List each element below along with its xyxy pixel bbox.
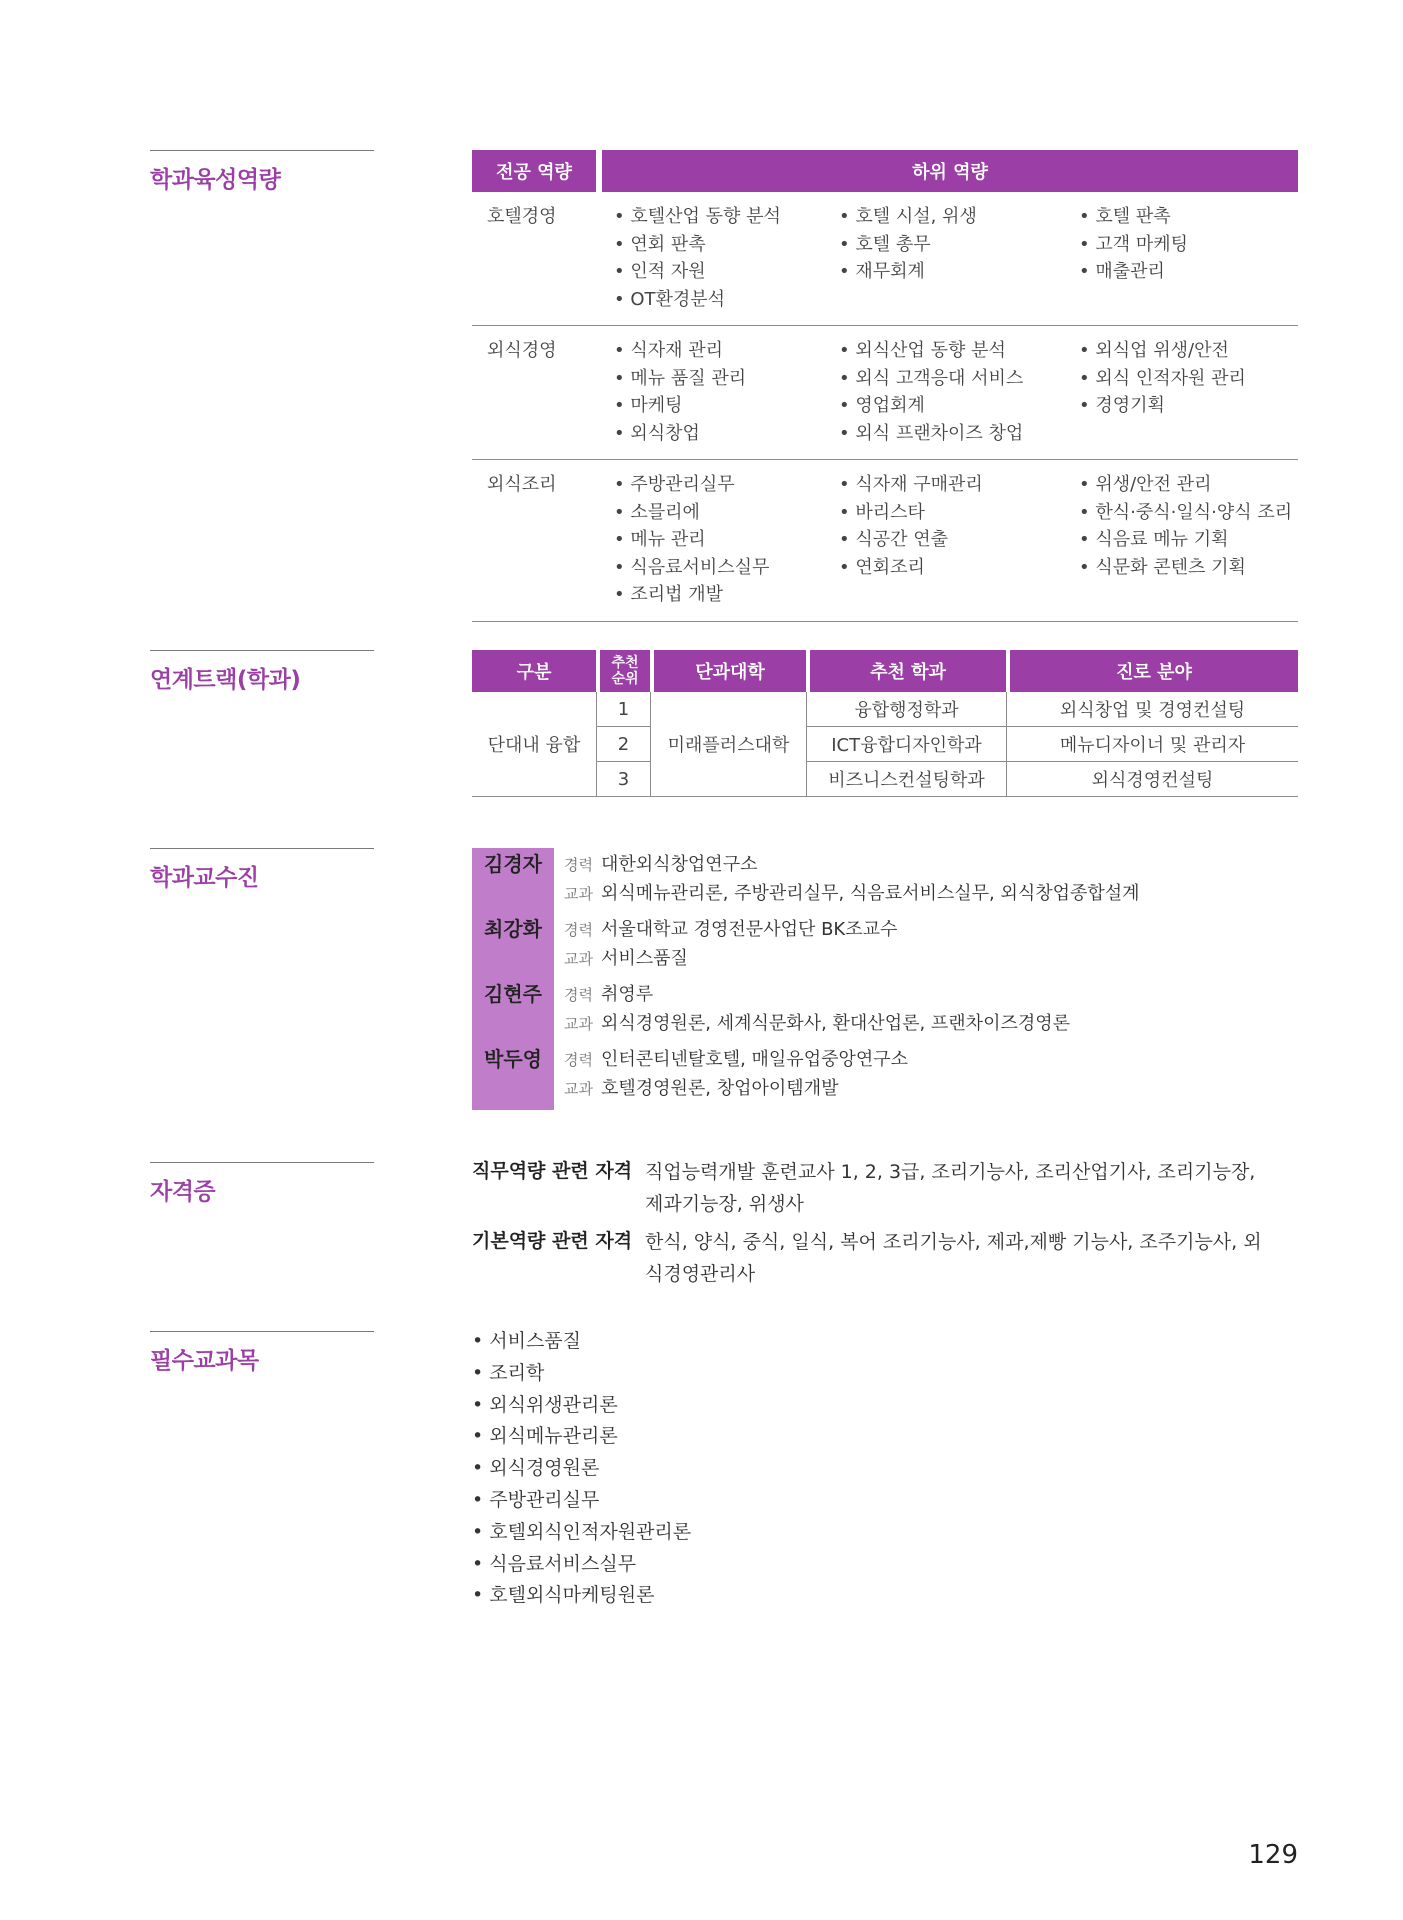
list-item: • 외식경영원론 — [472, 1453, 691, 1485]
faculty-courses: 교과 외식메뉴관리론, 주방관리실무, 식음료서비스실무, 외식창업종합설계 — [564, 883, 1140, 904]
list-item: • 메뉴 관리 — [614, 526, 839, 554]
certificate-text: 한식, 양식, 중식, 일식, 복어 조리기능사, 제과,제빵 기능사, 조주기능사, 외식경영관리사 — [645, 1231, 1262, 1285]
header-major: 전공 역량 — [472, 150, 596, 192]
list-item: • 식음료서비스실무 — [614, 554, 839, 582]
sub-competency-column — [1079, 337, 1298, 447]
certificate-label: 기본역량 관련 자격 — [472, 1230, 633, 1252]
list-item: • 호텔 시설, 위생 — [839, 203, 1079, 231]
sub-competency-column — [1079, 203, 1298, 313]
track-dept: 융합행정학과 — [806, 692, 1006, 727]
table-row — [472, 727, 1298, 762]
list-item: • 위생/안전 관리 — [1079, 471, 1298, 499]
faculty-name: 김현주 — [484, 982, 542, 1006]
list-item: • 호텔 판촉 — [1079, 203, 1298, 231]
page-number: 129 — [1248, 1840, 1298, 1870]
list-item: • 인적 자원 — [614, 258, 839, 286]
track-rank: 1 — [596, 692, 650, 727]
list-item: • 연회조리 — [839, 554, 1079, 582]
track-career: 외식경영컨설팅 — [1006, 762, 1298, 797]
track-career: 외식창업 및 경영컨설팅 — [1006, 692, 1298, 727]
competency-table — [472, 150, 1298, 622]
sub-competencies — [596, 326, 1298, 459]
list-item: • 외식위생관리론 — [472, 1390, 691, 1422]
list-item: • 주방관리실무 — [472, 1485, 691, 1517]
faculty-career: 경력 인터콘티넨탈호텔, 매일유업중앙연구소 — [564, 1049, 909, 1070]
certificate-label: 직무역량 관련 자격 — [472, 1160, 633, 1182]
list-item: • 식문화 콘텐츠 기획 — [1079, 554, 1298, 582]
list-item: • 식공간 연출 — [839, 526, 1079, 554]
table-row — [472, 762, 1298, 797]
major-competency: 외식경영 — [487, 340, 557, 361]
major-competency: 외식조리 — [487, 474, 557, 495]
table-row — [472, 692, 1298, 727]
list-item: • 경영기획 — [1079, 392, 1298, 420]
list-item: • 조리법 개발 — [614, 581, 839, 609]
sub-competency-column — [614, 471, 839, 609]
list-item: • 식자재 구매관리 — [839, 471, 1079, 499]
track-header-career: 진로 분야 — [1006, 650, 1298, 692]
table-row — [472, 460, 1298, 622]
list-item: • 식자재 관리 — [614, 337, 839, 365]
major-competency: 호텔경영 — [487, 206, 557, 227]
sub-competencies — [596, 460, 1298, 621]
track-career: 메뉴디자이너 및 관리자 — [1006, 727, 1298, 762]
track-table — [472, 650, 1298, 797]
list-item: • 조리학 — [472, 1358, 691, 1390]
list-item: • 외식창업 — [614, 420, 839, 448]
list-item: • 호텔 총무 — [839, 231, 1079, 259]
track-header-rank: 추천 순위 — [596, 650, 650, 692]
track-header-college: 단과대학 — [650, 650, 806, 692]
certificate-row — [472, 1156, 1298, 1220]
faculty-name: 최강화 — [484, 917, 542, 941]
list-item: • 호텔외식마케팅원론 — [472, 1580, 691, 1612]
track-header-dept: 추천 학과 — [806, 650, 1006, 692]
track-dept: 비즈니스컨설팅학과 — [806, 762, 1006, 797]
list-item: • 메뉴 품질 관리 — [614, 365, 839, 393]
track-dept: ICT융합디자인학과 — [806, 727, 1006, 762]
list-item: • 연회 판촉 — [614, 231, 839, 259]
list-item: • 외식메뉴관리론 — [472, 1421, 691, 1453]
sub-competency-column — [614, 203, 839, 313]
list-item: • 한식·중식·일식·양식 조리 — [1079, 499, 1298, 527]
track-rank: 3 — [596, 762, 650, 797]
track-header-category: 구분 — [472, 650, 596, 692]
list-item: • OT환경분석 — [614, 286, 839, 314]
list-item: • 주방관리실무 — [614, 471, 839, 499]
sub-competency-column — [839, 337, 1079, 447]
list-item: • 서비스품질 — [472, 1326, 691, 1358]
track-rank: 2 — [596, 727, 650, 762]
table-row — [472, 192, 1298, 326]
list-item: • 외식 프랜차이즈 창업 — [839, 420, 1079, 448]
list-item: • 고객 마케팅 — [1079, 231, 1298, 259]
list-item: • 매출관리 — [1079, 258, 1298, 286]
table-row — [472, 326, 1298, 460]
list-item: • 식음료서비스실무 — [472, 1549, 691, 1581]
sub-competency-column — [839, 203, 1079, 313]
faculty-career: 경력 취영루 — [564, 984, 654, 1005]
sub-competencies — [596, 192, 1298, 325]
list-item: • 호텔외식인적자원관리론 — [472, 1517, 691, 1549]
list-item: • 소믈리에 — [614, 499, 839, 527]
faculty-name: 김경자 — [484, 852, 542, 876]
list-item: • 외식 고객응대 서비스 — [839, 365, 1079, 393]
track-category: 단대내 융합 — [472, 692, 596, 797]
track-college: 미래플러스대학 — [650, 692, 806, 797]
faculty-career: 경력 대한외식창업연구소 — [564, 854, 758, 875]
faculty-courses: 교과 서비스품질 — [564, 948, 688, 969]
sub-competency-column — [839, 471, 1079, 609]
list-item: • 바리스타 — [839, 499, 1079, 527]
list-item: • 재무회계 — [839, 258, 1079, 286]
section-heading-track: 연계트랙(학과) — [150, 650, 374, 694]
section-heading-faculty: 학과교수진 — [150, 848, 374, 892]
competency-table-body — [472, 192, 1298, 622]
sub-competency-column — [1079, 471, 1298, 609]
section-heading-certificates: 자격증 — [150, 1162, 374, 1206]
header-sub: 하위 역량 — [602, 150, 1298, 192]
faculty-courses: 교과 외식경영원론, 세계식문화사, 환대산업론, 프랜차이즈경영론 — [564, 1013, 1071, 1034]
list-item: • 마케팅 — [614, 392, 839, 420]
list-item: • 외식업 위생/안전 — [1079, 337, 1298, 365]
section-heading-required: 필수교과목 — [150, 1331, 374, 1375]
faculty-career: 경력 서울대학교 경영전문사업단 BK조교수 — [564, 919, 898, 940]
faculty-name: 박두영 — [484, 1047, 542, 1071]
certificate-list — [472, 1156, 1298, 1296]
required-course-list — [472, 1326, 691, 1612]
list-item: • 외식 인적자원 관리 — [1079, 365, 1298, 393]
list-item: • 외식산업 동향 분석 — [839, 337, 1079, 365]
competency-table-header — [472, 150, 1298, 192]
faculty-courses: 교과 호텔경영원론, 창업아이템개발 — [564, 1078, 839, 1099]
sub-competency-column — [614, 337, 839, 447]
certificate-row — [472, 1226, 1298, 1290]
certificate-text: 직업능력개발 훈련교사 1, 2, 3급, 조리기능사, 조리산업기사, 조리기능장, 제과기능장, 위생사 — [645, 1161, 1256, 1215]
list-item: • 식음료 메뉴 기획 — [1079, 526, 1298, 554]
list-item: • 호텔산업 동향 분석 — [614, 203, 839, 231]
section-heading-competency: 학과육성역량 — [150, 150, 374, 194]
list-item: • 영업회계 — [839, 392, 1079, 420]
